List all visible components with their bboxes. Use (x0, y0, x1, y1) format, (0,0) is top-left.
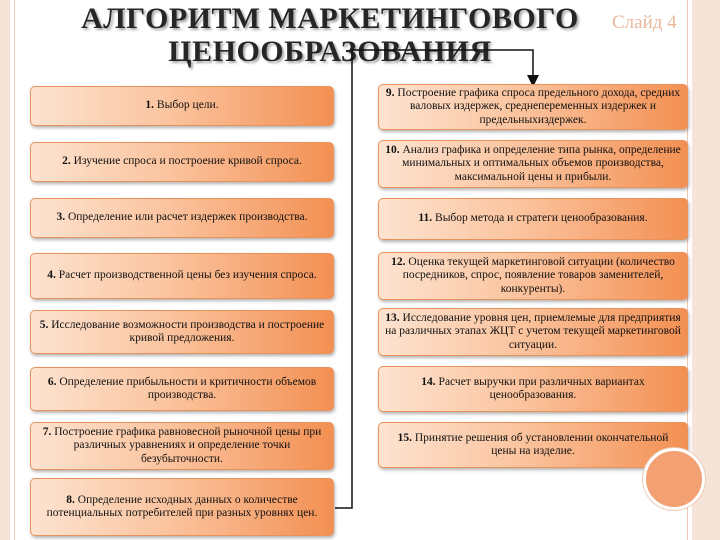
step-number: 14. (421, 375, 436, 388)
step-box-5 (30, 310, 334, 354)
step-box-4 (30, 253, 334, 299)
step-number: 3. (56, 211, 66, 224)
step-box-11 (378, 198, 688, 240)
step-number: 9. (385, 86, 395, 99)
step-box-8 (30, 478, 334, 536)
step-number: 8. (66, 493, 75, 506)
step-text: Определение прибыльности и критичности объемов производства. (56, 375, 317, 401)
step-number: 7. (42, 425, 52, 438)
slide-number-label: Слайд 4 (612, 12, 677, 33)
step-number: 4. (47, 269, 56, 282)
step-box-6 (30, 367, 334, 411)
step-text: Изучение спроса и построение кривой спроса. (70, 155, 302, 168)
step-box-9 (378, 84, 688, 130)
step-box-10 (378, 140, 688, 188)
step-number: 10. (385, 143, 400, 156)
step-number: 6. (47, 375, 57, 388)
step-number: 5. (39, 318, 49, 331)
step-box-15 (378, 422, 688, 468)
step-box-13 (378, 308, 688, 356)
step-text: Анализ графика и определение типа рынка, определение минимальных и оптимальных объемов производства, максимальной цены и прибыли. (399, 143, 681, 183)
step-number: 2. (62, 155, 71, 168)
step-text: Оценка текущей маркетинговой ситуации (количество посредников, спрос, появление товаров заменителей, конкуренты). (402, 255, 675, 295)
step-text: Расчет выручки при различных вариантах ценообразования. (435, 375, 645, 401)
decorative-circle (643, 448, 705, 510)
step-text: Принятие решения об установлении окончательной цены на изделие. (412, 431, 669, 457)
step-box-1 (30, 86, 334, 126)
title-line-1: АЛГОРИТМ МАРКЕТИНГОВОГО (81, 2, 579, 35)
step-box-7 (30, 422, 334, 470)
step-text: Исследование возможности производства и построение кривой предложения. (48, 318, 325, 344)
step-box-14 (378, 366, 688, 412)
title-line-2: ЦЕНООБРАЗОВАНИЯ (168, 35, 492, 68)
step-number: 12. (391, 255, 406, 268)
step-number: 11. (418, 212, 433, 225)
step-number: 13. (385, 311, 400, 324)
step-text: Исследование уровня цен, приемлемые для предприятия на различных этапах ЖЦТ с учетом текущей маркетинговой ситуации. (385, 311, 681, 351)
step-text: Выбор цели. (154, 99, 219, 112)
step-box-3 (30, 198, 334, 238)
step-number: 15. (397, 431, 412, 444)
step-text: Выбор метода и стратеги ценообразования. (432, 212, 648, 225)
step-number: 1. (145, 99, 155, 112)
step-text: Расчет производственной цены без изучения спроса. (55, 269, 317, 282)
step-text: Определение или расчет издержек производства. (65, 211, 308, 224)
step-text: Определение исходных данных о количестве потенциальных потребителей при разных уровнях цен. (46, 493, 318, 519)
step-box-2 (30, 142, 334, 182)
step-box-12 (378, 252, 688, 300)
step-text: Построение графика равновесной рыночной цены при различных уравнениях и определение точки безубыточности. (51, 425, 322, 465)
step-text: Построение графика спроса предельного дохода, средних валовых издержек, среднепеременных издержек и предельныхиздержек. (394, 86, 681, 126)
